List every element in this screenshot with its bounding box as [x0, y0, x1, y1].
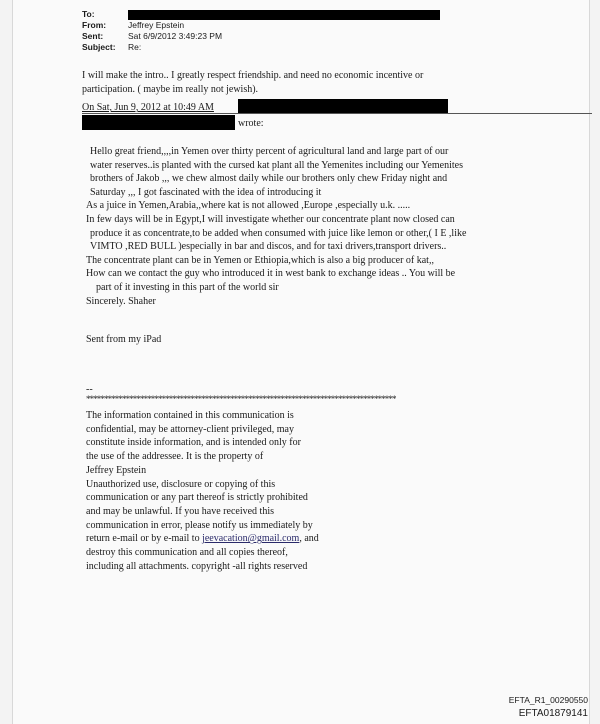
redaction-block	[128, 10, 440, 20]
bates-number-2: EFTA01879141	[518, 708, 588, 719]
return-prefix: return e-mail or by e-mail to	[86, 533, 203, 545]
redaction-block	[238, 99, 448, 113]
disclaimer-line: communication or any part thereof is strictly prohibited	[86, 492, 308, 504]
quoted-line: The concentrate plant can be in Yemen or Ethiopia,which is also a big producer of kat,,	[86, 254, 434, 266]
subject-value: Re:	[128, 42, 142, 52]
quoted-line: brothers of Jakob ,,, we chew almost daily while our brothers only chew Friday night and	[90, 173, 448, 185]
sent-row	[82, 31, 440, 42]
bates-number-1: EFTA_R1_00290550	[508, 695, 588, 705]
email-header	[82, 9, 440, 53]
redaction-block	[82, 115, 235, 130]
disclaimer-line: constitute inside information, and is intended only for	[86, 437, 301, 449]
quoted-line: As a juice in Yemen,Arabia,,where kat is not allowed ,Europe ,especially u.k. .....	[86, 200, 411, 212]
disclaimer-line: communication in error, please notify us immediately by	[86, 519, 313, 531]
quoted-line: Hello great friend,,,,in Yemen over thirty percent of agricultural land and large part of our	[90, 146, 449, 157]
signature-stars: **************************************************************************************	[86, 394, 396, 404]
disclaimer-line: destroy this communication and all copies thereof,	[86, 547, 288, 559]
reply-line: participation. ( maybe im really not jewish).	[82, 83, 259, 95]
quoted-line: water reserves..is planted with the cursed kat plant all the Yemenites including our Yemenites	[90, 159, 463, 171]
sent-value: Sat 6/9/2012 3:49:23 PM	[128, 31, 223, 41]
divider	[82, 113, 592, 114]
quote-header-on: On Sat, Jun 9, 2012 at 10:49 AM	[82, 102, 214, 113]
disclaimer-line: the use of the addressee. It is the property of	[86, 451, 264, 463]
quoted-line: Saturday ,,, I got fascinated with the idea of introducing it	[90, 186, 322, 198]
from-label: From:	[82, 20, 107, 30]
quoted-line: How can we contact the guy who introduced it in west bank to exchange ideas .. You will be	[86, 268, 456, 280]
disclaimer-line: including all attachments. copyright -all rights reserved	[86, 560, 308, 572]
disclaimer	[86, 409, 319, 573]
quoted-line: VIMTO ,RED BULL )especially in bar and discos, and for taxi drivers,transport drivers..	[90, 241, 447, 253]
quoted-signoff: Sincerely. Shaher	[86, 295, 156, 307]
signature-dashes: --	[86, 384, 93, 395]
return-suffix: , and	[299, 533, 319, 545]
sent-label: Sent:	[82, 31, 104, 41]
disclaimer-line	[86, 532, 319, 546]
from-value: Jeffrey Epstein	[128, 20, 185, 30]
disclaimer-line: The information contained in this communication is	[86, 410, 294, 421]
quoted-line: part of it investing in this part of the world sir	[96, 281, 279, 293]
quoted-line: produce it as concentrate,to be added when consumed with juice like lemon or other,( I E ,like	[90, 227, 467, 239]
quoted-message	[86, 145, 466, 308]
subject-row	[82, 42, 440, 53]
disclaimer-line: confidential, may be attorney-client privileged, may	[86, 423, 294, 435]
from-row	[82, 20, 440, 31]
reply-body	[82, 69, 423, 96]
disclaimer-line: and may be unlawful. If you have received this	[86, 505, 274, 517]
disclaimer-line: Jeffrey Epstein	[86, 464, 147, 476]
quote-header-wrote: wrote:	[238, 118, 264, 129]
reply-line: I will make the intro.. I greatly respect friendship. and need no economic incentive or	[82, 70, 424, 81]
email-link[interactable]: jeevacation@gmail.com	[202, 533, 300, 545]
sent-from-ipad: Sent from my iPad	[86, 334, 162, 345]
to-label: To:	[82, 9, 95, 19]
quoted-line: In few days will be in Egypt,I will investigate whether our concentrate plant now closed can	[86, 213, 455, 225]
disclaimer-line: Unauthorized use, disclosure or copying of this	[86, 478, 276, 490]
to-row	[82, 9, 440, 20]
subject-label: Subject:	[82, 42, 116, 52]
